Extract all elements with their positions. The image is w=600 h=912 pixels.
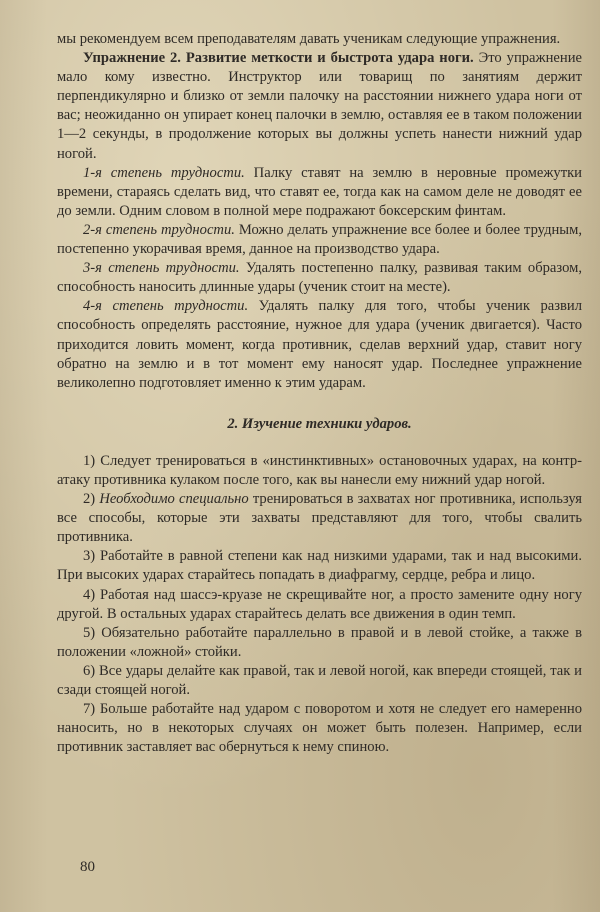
list-item-2-number: 2) xyxy=(83,491,96,508)
list-item-4: 4) Работая над шассэ-круазе не скрещивайте ног, а просто замените одну ногу другой. В остальных ударах старайтесь делать все движения в один темп. xyxy=(57,586,582,622)
intro-line: мы рекомендуем всем преподавателям давать ученикам следующие упражнения. xyxy=(57,31,561,47)
list-item-2 xyxy=(57,490,582,547)
list-item-3: 3) Работайте в равной степени как над низкими ударами, так и над высокими. При высоких ударах старайтесь попадать в диафрагму, сердце, ребра и лицо. xyxy=(57,548,582,584)
degree-2-paragraph xyxy=(57,221,582,259)
degree-1-paragraph xyxy=(57,164,582,221)
list-item-5: 5) Обязательно работайте параллельно в правой и в левой стойке, а также в положении «ложной» стойки. xyxy=(57,624,582,660)
degree-1-label: 1-я степень трудности. xyxy=(83,164,245,181)
degree-3-text: Удалять постепенно палку, развивая таким образом, способность наносить длинные удары (ученик стоит на месте). xyxy=(57,260,582,296)
degree-4-text: Удалять палку для того, чтобы ученик развил способность определять расстояние, нужное для удара (ученик двигается). Часто приходится ловить момент, когда противник, сделав верхний удар, ставит ногу обратно на землю и в тот момент ему наносят удар. Последнее упражнение великолепно подготовляет именно к этим ударам. xyxy=(57,298,582,391)
exercise-2-body: Это упражнение мало кому известно. Инструктор или товарищ по занятиям держит перпендикулярно и близко от земли палочку на расстоянии нижнего удара ноги от вас; неожиданно он упирает конец палочки в землю, оставляя ее в таком положении 1—2 секунды, в продолжение которых вы должны успеть нанести нижний удар ногой. xyxy=(57,50,582,162)
list-item-1: 1) Следует тренироваться в «инстинктивных» остановочных ударах, на контр-атаку противника кулаком после того, как вы нанесли ему нижний удар ногой. xyxy=(57,452,582,488)
exercise-2-title: Упражнение 2. Развитие меткости и быстрота удара ноги. xyxy=(83,50,474,67)
degree-3-paragraph xyxy=(57,259,582,297)
degree-4-label: 4-я степень трудности. xyxy=(83,298,249,315)
page-number: 80 xyxy=(80,859,95,875)
section-heading: 2. Изучение техники ударов. xyxy=(227,415,412,432)
list-item-6: 6) Все удары делайте как правой, так и левой ногой, как впереди стоящей, так и сзади стоящей ногой. xyxy=(57,662,582,698)
list-item-7: 7) Больше работайте над ударом с поворотом и хотя не следует его намеренно наносить, но в некоторых случаях он может быть полезен. Например, если противник заставляет вас обернуться к нему спиною. xyxy=(57,701,582,756)
degree-2-text: Можно делать упражнение все более и более трудным, постепенно укорачивая время, данное на производство удара. xyxy=(57,221,582,258)
degree-4-paragraph xyxy=(57,297,582,392)
degree-2-label: 2-я степень трудности. xyxy=(83,221,235,238)
list-item-2-text: тренироваться в захватах ног противника, используя все способы, которые эти захваты представляют для того, чтобы свалить противника. xyxy=(57,491,582,546)
degree-1-text: Палку ставят на землю в неровные промежутки времени, стараясь сделать вид, что ставят ее, тогда как на самом деле не доводят ее до земли. Одним словом в полной мере подражают боксерским финтам. xyxy=(57,164,582,219)
exercise-2-paragraph xyxy=(57,49,582,164)
degree-3-label: 3-я степень трудности. xyxy=(83,260,240,277)
list-item-2-emphasis: Необходимо специально xyxy=(99,491,249,508)
